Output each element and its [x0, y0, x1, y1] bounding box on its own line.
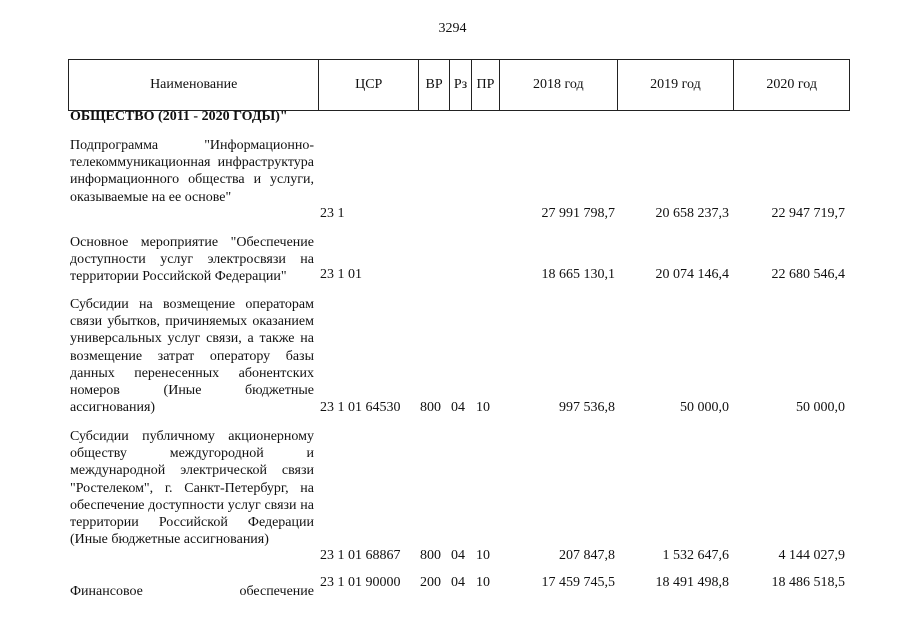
row-pr: 10: [476, 400, 490, 415]
header-pr: ПР: [472, 60, 500, 110]
table-row: [70, 575, 850, 605]
header-2019: 2019 год: [618, 60, 735, 110]
row-vr: 800: [420, 548, 441, 563]
row-rz: 04: [451, 575, 465, 590]
row-2019: 20 658 237,3: [655, 206, 729, 221]
row-2020: 22 680 546,4: [771, 267, 845, 282]
row-rz: 04: [451, 400, 465, 415]
row-csr: 23 1: [320, 206, 345, 221]
header-vr: ВР: [419, 60, 450, 110]
row-2018: 207 847,8: [559, 548, 615, 563]
row-2019: 1 532 647,6: [662, 548, 729, 563]
table-row: [70, 234, 850, 286]
table-row: [70, 137, 850, 223]
table-header: [68, 59, 850, 111]
section-title: ОБЩЕСТВО (2011 - 2020 ГОДЫ)": [70, 109, 288, 124]
table-row: [70, 296, 850, 418]
row-2018: 17 459 745,5: [541, 575, 615, 590]
page-number: 3294: [438, 21, 467, 36]
row-pr: 10: [476, 575, 490, 590]
row-vr: 800: [420, 400, 441, 415]
row-2018: 997 536,8: [559, 400, 615, 415]
header-2018: 2018 год: [500, 60, 618, 110]
header-name: Наименование: [69, 60, 319, 110]
row-2020: 18 486 518,5: [771, 575, 845, 590]
row-2019: 18 491 498,8: [655, 575, 729, 590]
row-csr: 23 1 01: [320, 267, 362, 282]
table-row: [70, 428, 850, 568]
row-2018: 27 991 798,7: [541, 206, 615, 221]
row-csr: 23 1 01 68867: [320, 548, 401, 563]
header-rz: Рз: [450, 60, 472, 110]
row-2019: 50 000,0: [680, 400, 729, 415]
row-csr: 23 1 01 90000: [320, 575, 401, 590]
row-name: Субсидии на возмещение операторам связи убытков, причиняемых оказанием универсальных услуг связи, а также на возмещение затрат оператору базы данных перенесенных абонентских номеров (Иные бюджетные ассигнования): [70, 297, 314, 416]
row-2019: 20 074 146,4: [655, 267, 729, 282]
row-name: Основное мероприятие "Обеспечение доступности услуг электросвязи на территории Российской Федерации": [70, 235, 314, 285]
row-name: Финансовое обеспечение: [70, 584, 314, 599]
header-2020: 2020 год: [766, 77, 817, 92]
row-csr: 23 1 01 64530: [320, 400, 401, 415]
header-csr: ЦСР: [319, 60, 419, 110]
row-name: Подпрограмма "Информационно-телекоммуникационная инфраструктура информационного общества и услуги, оказываемые на ее основе": [70, 138, 314, 205]
row-name: Субсидии публичному акционерному обществу междугородной и международной электрической связи "Ростелеком", г. Санкт-Петербург, на обеспечение доступности услуг связи на территории Российской Федерации (Иные бюджетные ассигнования): [70, 429, 314, 548]
row-2020: 50 000,0: [796, 400, 845, 415]
row-2020: 22 947 719,7: [771, 206, 845, 221]
row-vr: 200: [420, 575, 441, 590]
row-2018: 18 665 130,1: [541, 267, 615, 282]
row-2020: 4 144 027,9: [778, 548, 845, 563]
row-pr: 10: [476, 548, 490, 563]
row-rz: 04: [451, 548, 465, 563]
